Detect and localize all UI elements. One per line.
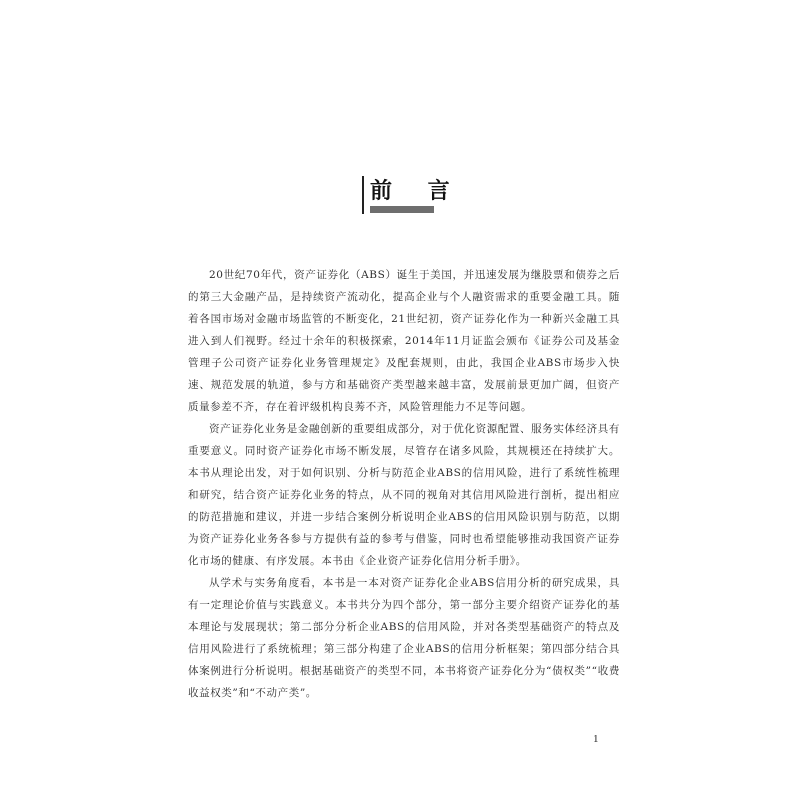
- paragraph-1: 20世纪70年代，资产证券化（ABS）诞生于美国，并迅速发展为继股票和债券之后的第三大金融产品，是持续资产流动化，提高企业与个人融资需求的重要金融工具。随着各国市场对金融市场监管的不断变化，21世纪初，资产证券化作为一种新兴金融工具进入到人们视野。经过十余年的积极探索，2014年11月证监会颁布《证券公司及基金管理子公司资产证券化业务管理规定》及配套规则，由此，我国企业ABS市场步入快速、规范发展的轨道，参与方和基础资产类型越来越丰富，发展前景更加广阔，但资产质量参差不齐，存在着评级机构良莠不齐，风险管理能力不足等问题。: [188, 269, 620, 413]
- paragraph-2: 资产证券化业务是金融创新的重要组成部分，对于优化资源配置、服务实体经济具有重要意义。同时资产证券化市场不断发展，尽管存在诸多风险，其规模还在持续扩大。本书从理论出发，对于如何识别、分析与防范企业ABS的信用风险，进行了系统性梳理和研究，结合资产证券化业务的特点，从不同的视角对其信用风险进行剖析，提出相应的防范措施和建议，并进一步结合案例分析说明企业ABS的信用风险识别与防范，以期为资产证券化业务各参与方提供有益的参考与借鉴，同时也希望能够推动我国资产证券化市场的健康、有序发展。本书由《企业资产证券化信用分析手册》。: [188, 423, 620, 567]
- chapter-heading: [362, 176, 482, 216]
- heading-vertical-rule: [362, 176, 364, 214]
- body-text: [188, 264, 620, 704]
- heading-underline-bar: [370, 206, 434, 213]
- page-number: 1: [593, 733, 599, 745]
- paragraph-3: 从学术与实务角度看，本书是一本对资产证券化企业ABS信用分析的研究成果，具有一定理论价值与实践意义。本书共分为四个部分，第一部分主要介绍资产证券化的基本理论与发展现状；第二部分分析企业ABS的信用风险，并对各类型基础资产的特点及信用风险进行了系统梳理；第三部分构建了企业ABS的信用分析框架；第四部分结合具体案例进行分析说明。根据基础资产的类型不同，本书将资产证券化分为“债权类”“收费收益权类”和“不动产类”。: [188, 577, 620, 699]
- page-title: 前 言: [370, 178, 464, 204]
